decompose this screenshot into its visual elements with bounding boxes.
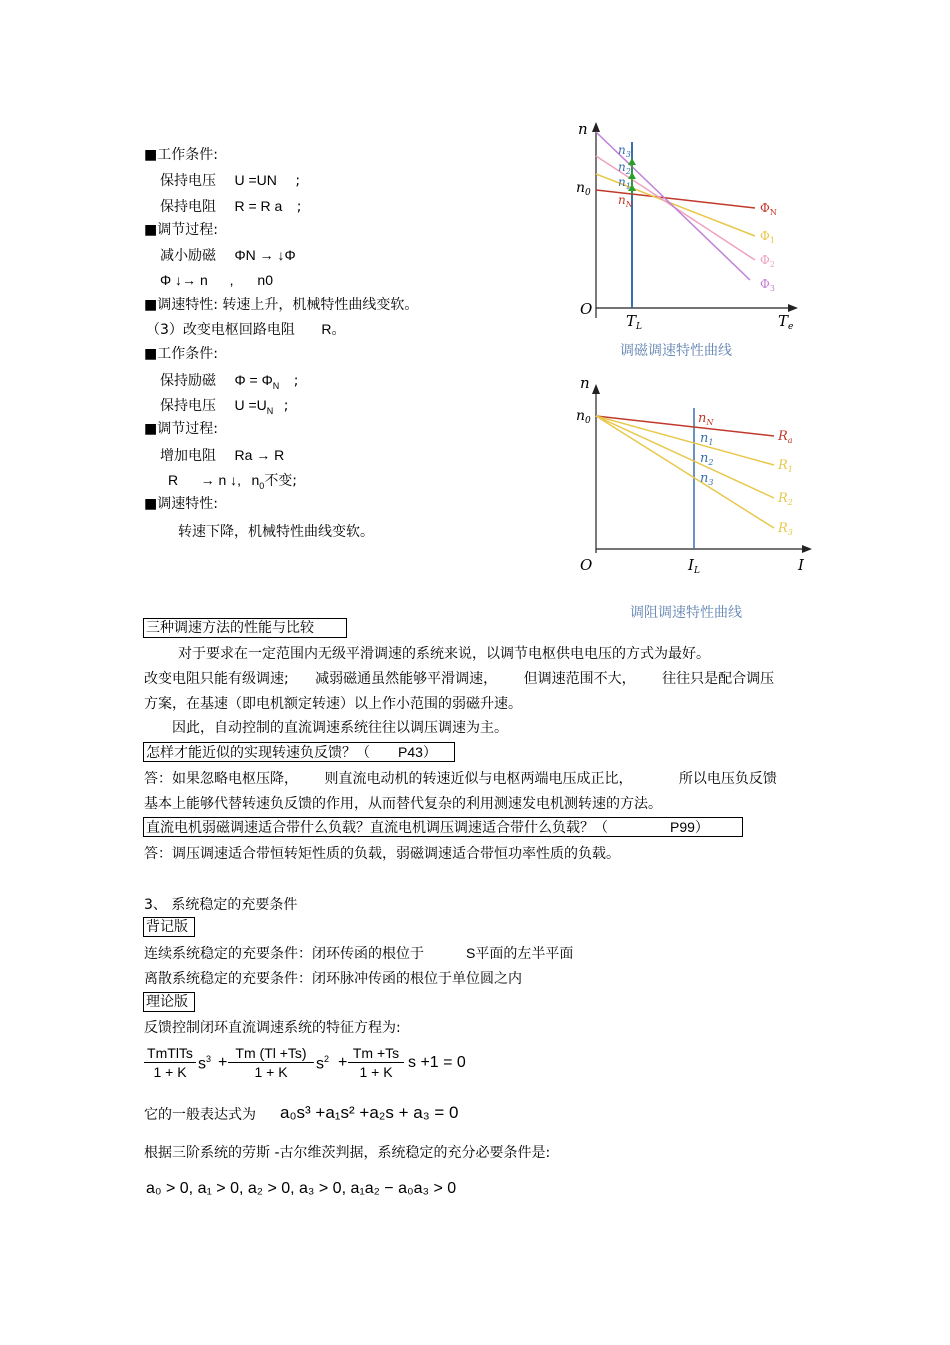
value: R	[168, 472, 179, 488]
text-line	[144, 943, 573, 963]
label-TL: $T_L$	[626, 312, 642, 332]
stability-conditions: a₀ > 0, a₁ > 0, a₂ > 0, a₃ > 0, a₁a₂ − a₀a₃ > 0	[146, 1180, 457, 1197]
text-line: 反馈控制闭环直流调速系统的特征方程为:	[144, 1020, 401, 1036]
question-box	[143, 817, 743, 837]
text: 减弱磁通虽然能够平滑调速，	[315, 671, 498, 687]
label-phi3: $\Phi_3$	[760, 277, 775, 293]
label: 保持电压	[160, 173, 216, 189]
punct: ;	[296, 199, 302, 215]
operator: +	[338, 1054, 348, 1071]
label-phi1: $\Phi_1$	[760, 229, 775, 245]
label: 保持电阻	[160, 199, 216, 215]
text-line	[160, 170, 300, 190]
question-text: 直流电机弱磁调速适合带什么负载？直流电机调压调速适合带什么负载？（	[146, 820, 608, 836]
label-R2: $R_2$	[778, 491, 793, 507]
text: S平面的左半平面	[466, 945, 574, 961]
label-n0: $n_0$	[576, 408, 591, 426]
label-R1: $R_1$	[778, 458, 793, 474]
text-line: 转速下降，机械特性曲线变软。	[178, 524, 374, 540]
axis-label-n: n	[578, 120, 588, 138]
label: 减小励磁	[160, 248, 216, 264]
text: 但调速范围不大，	[523, 671, 636, 687]
subscript: N	[272, 380, 280, 391]
fraction-2	[228, 1044, 314, 1081]
text-line	[160, 245, 296, 265]
paragraph-line: 因此，自动控制的直流调速系统往往以调压调速为主。	[172, 720, 508, 736]
label-IL: $I_L$	[688, 556, 700, 576]
text: 连续系统稳定的充要条件：闭环传函的根位于	[144, 946, 424, 962]
punct: ;	[295, 173, 301, 189]
question-box	[143, 742, 455, 762]
general-expression: a₀s³ +a₁s² +a₂s + a₃ = 0	[280, 1103, 459, 1122]
label-box: 背记版	[143, 917, 195, 937]
label: 保持励磁	[160, 373, 216, 389]
axis-label-n: n	[580, 374, 590, 392]
value: R。	[321, 321, 346, 337]
fraction-1	[144, 1044, 196, 1081]
label-Ra: $R_a$	[778, 429, 793, 445]
x-axis-arrow	[788, 304, 798, 312]
operator: +	[218, 1054, 228, 1071]
punct: ;	[293, 373, 299, 389]
question-text: 怎样才能近似的实现转速负反馈？（	[146, 745, 370, 761]
label-nN: $n_N$	[698, 411, 714, 427]
section-title-box: 三种调速方法的性能与比较	[143, 618, 347, 638]
punct: ,	[229, 272, 234, 288]
y-axis-arrow	[592, 122, 600, 132]
figure-caption: 调磁调速特性曲线	[620, 343, 732, 359]
value: ΦN → ↓Φ	[234, 247, 296, 263]
numerator: Tm +Ts	[352, 1045, 400, 1061]
denominator: 1 + K	[153, 1064, 187, 1080]
label-n1: $n_1$	[700, 431, 714, 447]
heading-adjust-process: ■调节过程:	[144, 421, 218, 437]
value: U =UN	[234, 172, 277, 188]
paragraph-line: 方案，在基速（即电机额定转速）以上作小范围的弱磁升速。	[144, 696, 522, 712]
label-phi2: $\Phi_2$	[760, 253, 775, 269]
label-Te: $T_e$	[778, 312, 794, 332]
label-box: 理论版	[143, 992, 195, 1012]
text: 则直流电动机的转速近似与电枢两端电压成正比，	[324, 771, 633, 787]
value: n	[251, 472, 260, 488]
value: Φ = Φ	[234, 372, 273, 388]
label: 增加电阻	[160, 448, 216, 464]
numerator: TmTlTs	[147, 1045, 193, 1061]
label-n3: $n_3$	[700, 471, 714, 487]
label-phiN: $\Phi_N$	[760, 201, 777, 217]
value: n0	[257, 272, 273, 288]
label-n0: $n_0$	[576, 180, 591, 198]
text-line: 根据三阶系统的劳斯 -古尔维茨判据，系统稳定的充分必要条件是:	[144, 1145, 551, 1161]
value: R = R a	[234, 198, 283, 214]
arrow-head	[628, 158, 636, 165]
origin-label: O	[580, 300, 593, 318]
value: → n ↓,	[200, 472, 242, 488]
numerator: Tm (Tl +Ts)	[235, 1045, 307, 1061]
label: 保持电压	[160, 398, 216, 414]
term: $s^3$	[198, 1054, 212, 1073]
label-I: I	[798, 556, 804, 574]
label-n3: $n_3$	[618, 143, 631, 159]
figure-field-weakening-curves	[570, 118, 810, 368]
answer-line: 基本上能够代替转速负反馈的作用，从而替代复杂的利用测速发电机测转速的方法。	[144, 796, 662, 812]
text-line	[160, 370, 298, 391]
text-line	[160, 395, 288, 416]
denominator: 1 + K	[359, 1064, 393, 1080]
text: 答：如果忽略电枢压降，	[144, 771, 298, 787]
heading-adjust-process: ■调节过程:	[144, 222, 218, 238]
punct: ;	[283, 398, 289, 414]
figure-caption: 调阻调速特性曲线	[630, 605, 742, 621]
heading-speed-characteristic: ■调速特性:	[144, 496, 218, 512]
subscript: N	[266, 405, 274, 416]
text-line	[160, 272, 273, 288]
text-line	[160, 196, 301, 216]
text-line	[168, 470, 297, 491]
text-line: 离散系统稳定的充要条件：闭环脉冲传函的根位于单位圆之内	[144, 971, 522, 987]
origin-label: O	[580, 556, 593, 574]
answer-line	[144, 768, 777, 788]
heading-speed-characteristic: ■调速特性: 转速上升，机械特性曲线变软。	[144, 297, 419, 313]
text: 所以电压负反馈	[678, 771, 777, 787]
answer-line: 答：调压调速适合带恒转矩性质的负载，弱磁调速适合带恒功率性质的负载。	[144, 846, 620, 862]
text-line: 它的一般表达式为	[144, 1107, 256, 1123]
fraction-3	[348, 1044, 404, 1081]
value: Φ ↓→ n	[160, 272, 208, 288]
paragraph-line: 对于要求在一定范围内无级平滑调速的系统来说，以调节电枢供电电压的方式为最好。	[178, 646, 710, 662]
heading-working-conditions: ■工作条件:	[144, 346, 218, 362]
label-R3: $R_3$	[778, 521, 793, 537]
page-ref: P43）	[398, 744, 437, 760]
term: s +1 = 0	[408, 1054, 466, 1071]
label-n2: $n_2$	[700, 451, 714, 467]
label-n2: $n_2$	[618, 160, 631, 176]
section-heading: 3、 系统稳定的充要条件	[144, 897, 298, 913]
text: 改变电阻只能有级调速;	[144, 671, 289, 687]
figure-armature-resistance-curves	[570, 368, 820, 628]
subscript: 0	[259, 480, 265, 491]
page-ref: P99）	[670, 819, 709, 835]
value: Ra → R	[234, 447, 285, 463]
text: 往往只是配合调压	[662, 671, 775, 687]
term: $s^2$	[316, 1054, 330, 1073]
label-n1: $n_1$	[618, 175, 631, 191]
value: U =U	[234, 397, 267, 413]
label: （3）改变电枢回路电阻	[146, 322, 295, 338]
paragraph-line	[144, 668, 774, 688]
label: 不变;	[264, 473, 298, 489]
y-axis-arrow	[592, 384, 600, 394]
label-nN: $n_N$	[618, 193, 633, 209]
text-line	[146, 319, 346, 339]
heading-working-conditions: ■工作条件:	[144, 147, 218, 163]
text-line	[160, 445, 284, 465]
x-axis-arrow	[802, 545, 812, 553]
denominator: 1 + K	[254, 1064, 288, 1080]
